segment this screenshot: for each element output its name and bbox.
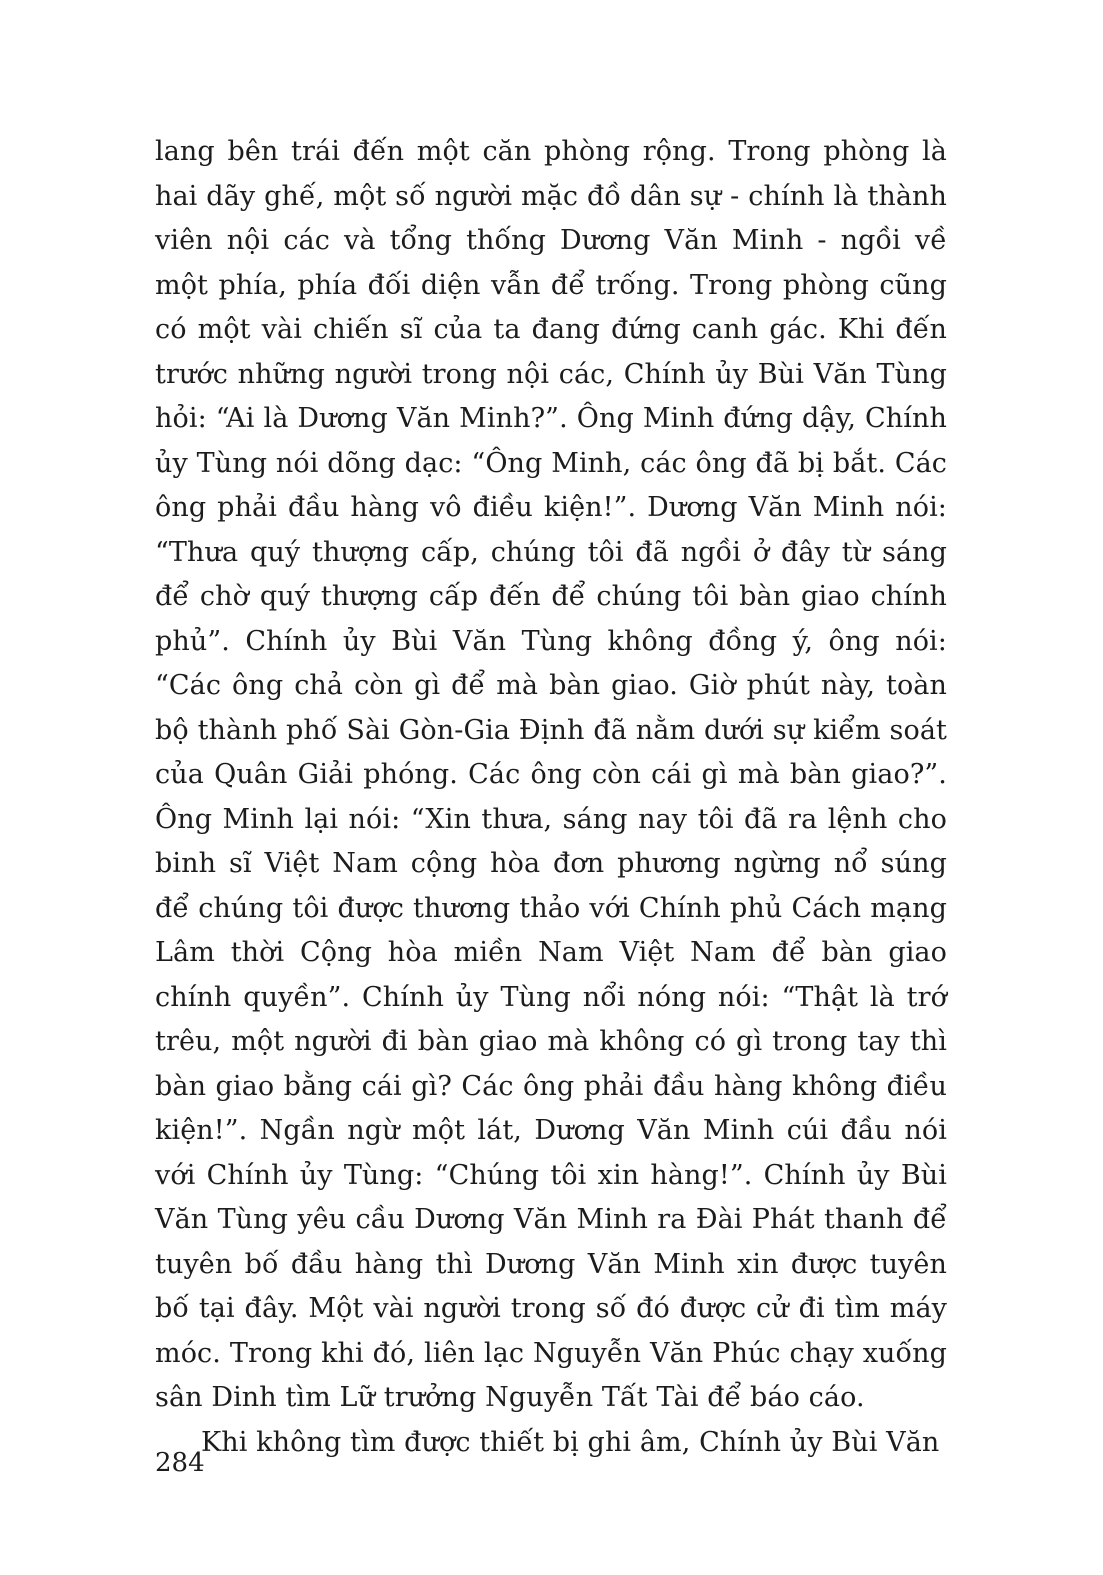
paragraph-new: Khi không tìm được thiết bị ghi âm, Chính ủy Bùi Văn: [201, 1426, 940, 1458]
paragraph-continued: lang bên trái đến một căn phòng rộng. Trong phòng là hai dãy ghế, một số người mặc đồ dân sự - chính là thành viên nội các và tổng thống Dương Văn Minh - ngồi về một phía, phía đối diện vẫn để trống. Trong phòng cũng có một vài chiến sĩ của ta đang đứng canh gác. Khi đến trước những người trong nội các, Chính ủy Bùi Văn Tùng hỏi: “Ai là Dương Văn Minh?”. Ông Minh đứng dậy, Chính ủy Tùng nói dõng dạc: “Ông Minh, các ông đã bị bắt. Các ông phải đầu hàng vô điều kiện!”. Dương Văn Minh nói: “Thưa quý thượng cấp, chúng tôi đã ngồi ở đây từ sáng để chờ quý thượng cấp đến để chúng tôi bàn giao chính phủ”. Chính ủy Bùi Văn Tùng không đồng ý, ông nói: “Các ông chả còn gì để mà bàn giao. Giờ phút này, toàn bộ thành phố Sài Gòn-Gia Định đã nằm dưới sự kiểm soát của Quân Giải phóng. Các ông còn cái gì mà bàn giao?”. Ông Minh lại nói: “Xin thưa, sáng nay tôi đã ra lệnh cho binh sĩ Việt Nam cộng hòa đơn phương ngừng nổ súng để chúng tôi được thương thảo với Chính phủ Cách mạng Lâm thời Cộng hòa miền Nam Việt Nam để bàn giao chính quyền”. Chính ủy Tùng nổi nóng nói: “Thật là trớ trêu, một người đi bàn giao mà không có gì trong tay thì bàn giao bằng cái gì? Các ông phải đầu hàng không điều kiện!”. Ngần ngừ một lát, Dương Văn Minh cúi đầu nói với Chính ủy Tùng: “Chúng tôi xin hàng!”. Chính ủy Bùi Văn Tùng yêu cầu Dương Văn Minh ra Đài Phát thanh để tuyên bố đầu hàng thì Dương Văn Minh xin được tuyên bố tại đây. Một vài người trong số đó được cử đi tìm máy móc. Trong khi đó, liên lạc Nguyễn Văn Phúc chạy xuống sân Dinh tìm Lữ trưởng Nguyễn Tất Tài để báo cáo.: [155, 136, 947, 1413]
page-number: 284: [155, 1448, 205, 1478]
page-text-block: [155, 130, 947, 1465]
